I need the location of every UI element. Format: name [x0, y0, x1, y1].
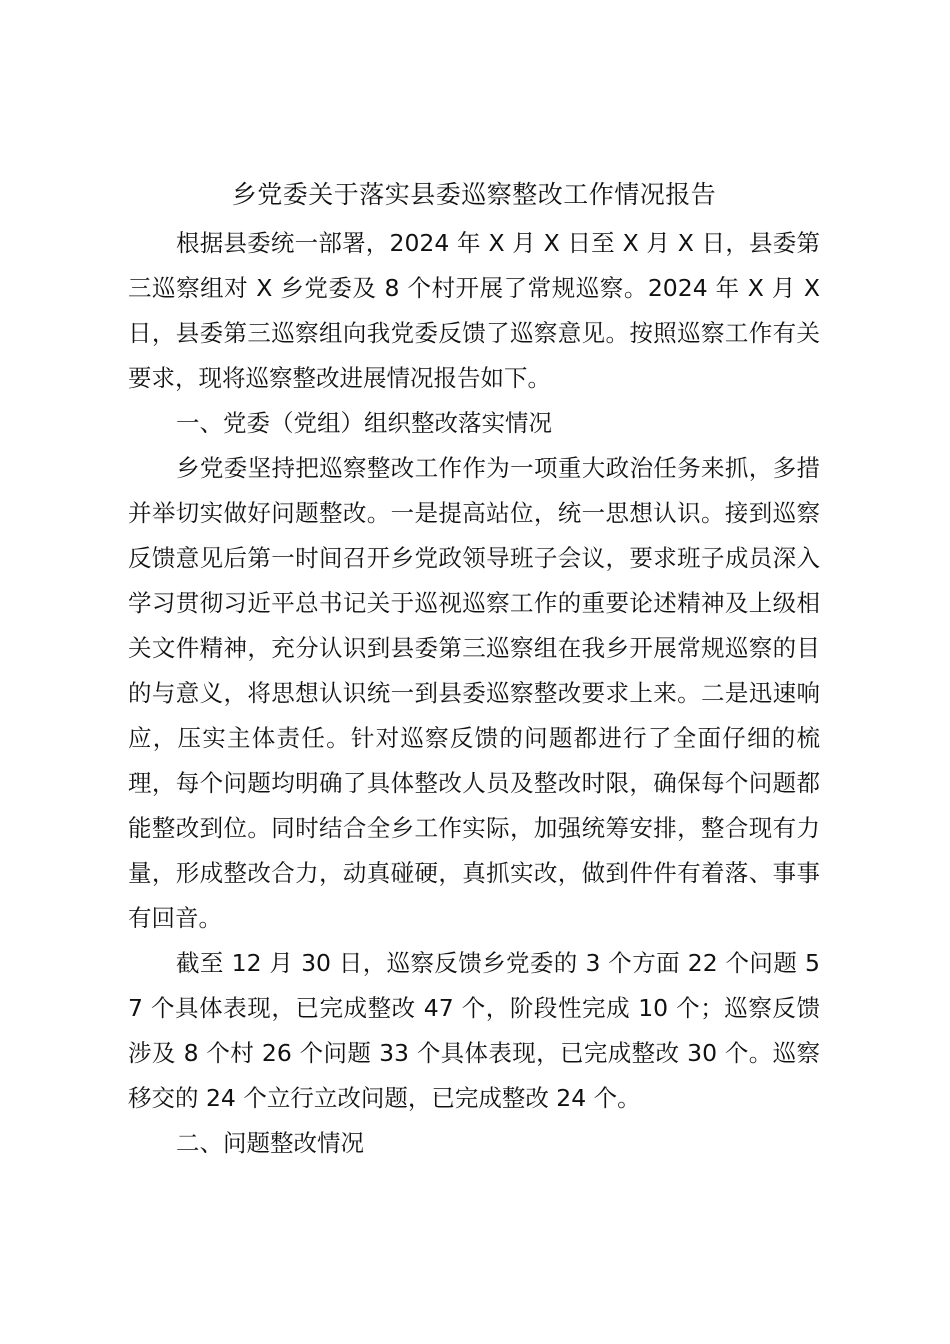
section-1-paragraph-1: 乡党委坚持把巡察整改工作作为一项重大政治任务来抓，多措并举切实做好问题整改。一是提高站位，统一思想认识。接到巡察反馈意见后第一时间召开乡党政领导班子会议，要求班子成员深入学习贯彻习近平总书记关于巡视巡察工作的重要论述精神及上级相关文件精神，充分认识到县委第三巡察组在我乡开展常规巡察的目的与意义，将思想认识统一到县委巡察整改要求上来。二是迅速响应，压实主体责任。针对巡察反馈的问题都进行了全面仔细的梳理，每个问题均明确了具体整改人员及整改时限，确保每个问题都能整改到位。同时结合全乡工作实际，加强统筹安排，整合现有力量，形成整改合力，动真碰硬，真抓实改，做到件件有着落、事事有回音。 [128, 454, 820, 932]
section-1-paragraph-2: 截至 12 月 30 日，巡察反馈乡党委的 3 个方面 22 个问题 57 个具体表现，已完成整改 47 个，阶段性完成 10 个；巡察反馈涉及 8 个村 26 个问题 33 个具体表现，已完成整改 30 个。巡察移交的 24 个立行立改问题，已完成整改 24 个。 [128, 949, 820, 1112]
section-1-heading: 一、党委（党组）组织整改落实情况 [176, 409, 552, 437]
section-2-heading: 二、问题整改情况 [176, 1129, 364, 1157]
document-title: 乡党委关于落实县委巡察整改工作情况报告 [231, 180, 717, 209]
document-body [128, 172, 820, 1166]
intro-paragraph: 根据县委统一部署，2024 年 X 月 X 日至 X 月 X 日，县委第三巡察组对 X 乡党委及 8 个村开展了常规巡察。2024 年 X 月 X 日，县委第三巡察组向我党委反馈了巡察意见。按照巡察工作有关要求，现将巡察整改进展情况报告如下。 [128, 229, 820, 392]
